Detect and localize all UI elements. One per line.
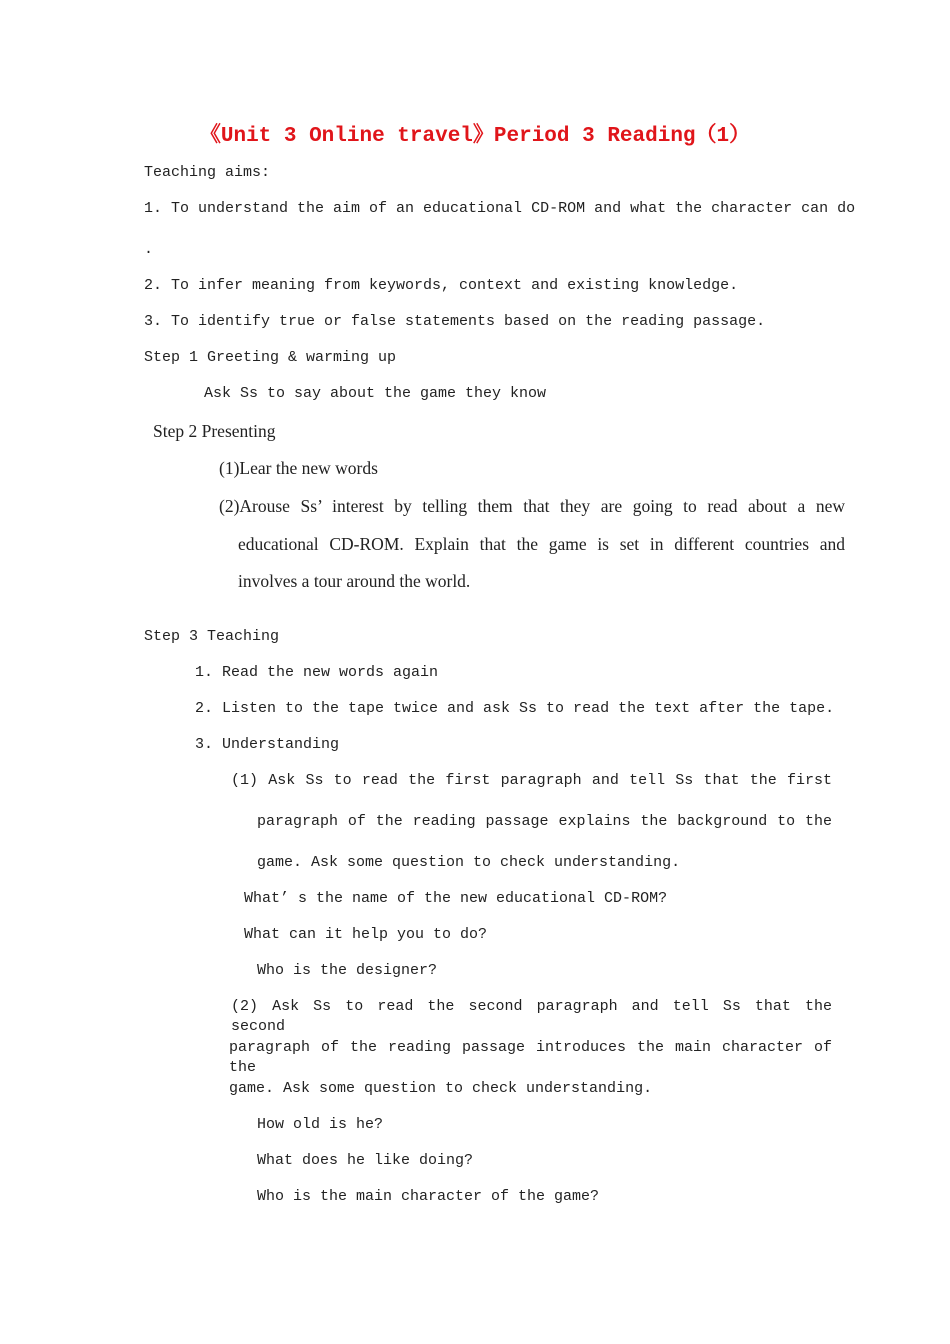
step-2-item-2-line-3: involves a tour around the world. xyxy=(238,571,471,591)
aim-item-3: 3. To identify true or false statements based on the reading passage. xyxy=(144,313,766,330)
question-6: Who is the main character of the game? xyxy=(257,1188,600,1205)
understanding-1-line-3: game. Ask some question to check understanding. xyxy=(257,854,681,871)
teaching-aims-heading: Teaching aims: xyxy=(144,164,271,181)
step-3-item-2: 2. Listen to the tape twice and ask Ss to read the text after the tape. xyxy=(195,700,835,717)
step-2-item-2-line-1: (2)Arouse Ss’ interest by telling them that they are going to read about a new xyxy=(219,496,845,516)
question-1: What’ s the name of the new educational CD-ROM? xyxy=(244,890,668,907)
step-2-heading: Step 2 Presenting xyxy=(153,421,276,441)
aim-item-2: 2. To infer meaning from keywords, context and existing knowledge. xyxy=(144,277,739,294)
aim-item-1-end: . xyxy=(144,241,154,258)
understanding-2-line-3: game. Ask some question to check understanding. xyxy=(229,1080,653,1097)
step-2-item-2-line-2: educational CD-ROM. Explain that the game is set in different countries and xyxy=(238,534,845,554)
understanding-1-line-1: (1) Ask Ss to read the first paragraph and tell Ss that the first xyxy=(231,772,832,789)
understanding-2-line-1: (2) Ask Ss to read the second paragraph and tell Ss that the second xyxy=(231,998,832,1035)
step-3-heading: Step 3 Teaching xyxy=(144,628,280,645)
question-4: How old is he? xyxy=(257,1116,384,1133)
aim-item-1: 1. To understand the aim of an educational CD-ROM and what the character can do xyxy=(144,200,856,217)
question-2: What can it help you to do? xyxy=(244,926,488,943)
step-3-item-3: 3. Understanding xyxy=(195,736,340,753)
step-1-heading: Step 1 Greeting & warming up xyxy=(144,349,397,366)
understanding-2-line-2: paragraph of the reading passage introduces the main character of the xyxy=(229,1039,832,1076)
step-3-item-1: 1. Read the new words again xyxy=(195,664,439,681)
step-2-item-1: (1)Lear the new words xyxy=(219,458,378,478)
understanding-1-line-2: paragraph of the reading passage explains the background to the xyxy=(257,813,832,830)
question-5: What does he like doing? xyxy=(257,1152,474,1169)
step-1-line: Ask Ss to say about the game they know xyxy=(204,385,547,402)
question-3: Who is the designer? xyxy=(257,962,438,979)
document-title: 《Unit 3 Online travel》Period 3 Reading（1） xyxy=(199,125,751,148)
